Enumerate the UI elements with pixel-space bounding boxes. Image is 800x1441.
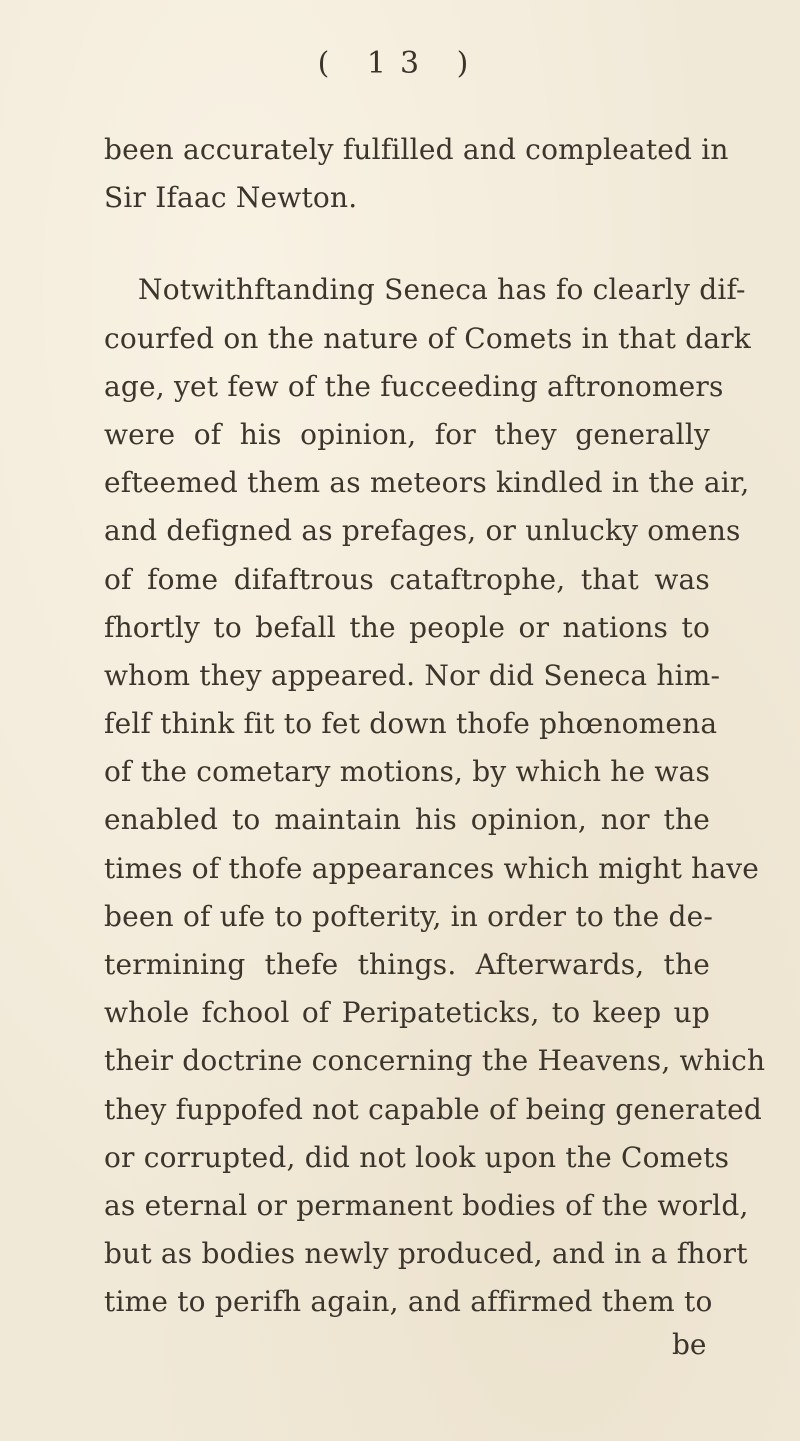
text-line: and defigned as prefages, or unlucky omens <box>104 514 741 548</box>
text-line: were of his opinion, for they generally <box>104 417 710 451</box>
text-line: efteemed them as meteors kindled in the air, <box>104 466 750 500</box>
text-line: enabled to maintain his opinion, nor the <box>104 803 710 837</box>
text-line: courfed on the nature of Comets in that dark <box>104 321 751 355</box>
page-number: ( 13 ) <box>317 46 483 81</box>
text-line: but as bodies newly produced, and in a fhort <box>104 1237 748 1271</box>
text-line: age, yet few of the fucceeding aftronomers <box>104 369 724 403</box>
paragraph-first-line: Notwithftanding Seneca has fo clearly dif- <box>138 273 746 307</box>
text-line: fhortly to befall the people or nations to <box>104 610 710 644</box>
text-line: Sir Ifaac Newton. <box>104 181 358 215</box>
text-line: whole fchool of Peripateticks, to keep up <box>104 996 710 1030</box>
text-line: of fome difaftrous cataftrophe, that was <box>104 562 710 596</box>
text-line: been of ufe to pofterity, in order to the de- <box>104 899 714 933</box>
text-line: time to perifh again, and affirmed them to <box>104 1285 713 1319</box>
text-line: or corrupted, did not look upon the Comets <box>104 1140 730 1174</box>
body-text <box>104 126 766 1327</box>
text-line: of the cometary motions, by which he was <box>104 755 711 789</box>
text-line: times of thofe appearances which might have <box>104 851 760 885</box>
catchword: be <box>672 1328 707 1361</box>
text-line: their doctrine concerning the Heavens, which <box>104 1044 766 1078</box>
paragraph-break <box>104 222 710 266</box>
text-line: as eternal or permanent bodies of the world, <box>104 1188 749 1222</box>
text-line: whom they appeared. Nor did Seneca him- <box>104 658 721 692</box>
text-line: they fuppofed not capable of being generated <box>104 1092 762 1126</box>
text-line: been accurately fulfilled and compleated in <box>104 133 729 166</box>
text-line: termining thefe things. Afterwards, the <box>104 948 710 981</box>
text-line: felf think fit to fet down thofe phœnomena <box>104 707 718 741</box>
